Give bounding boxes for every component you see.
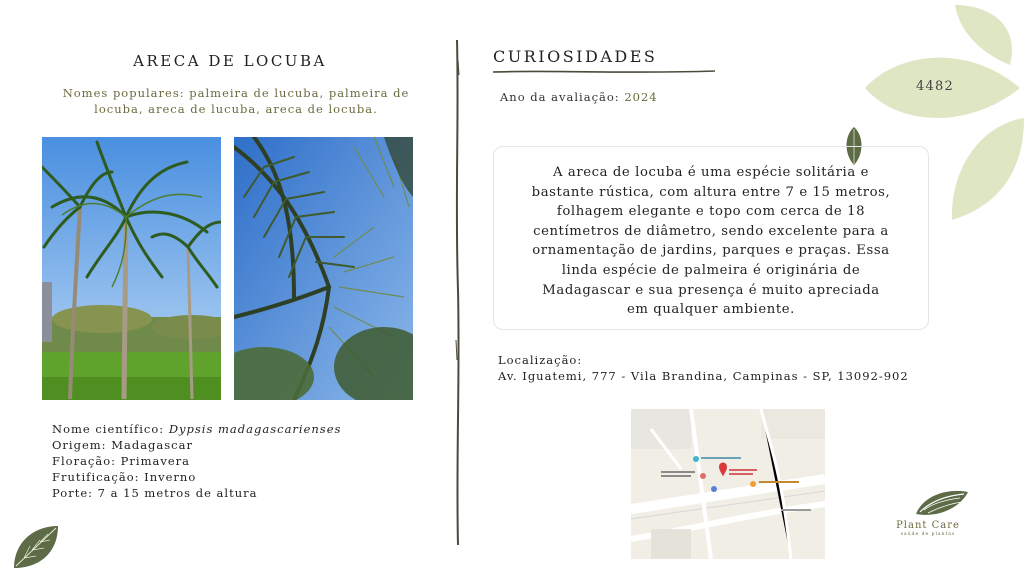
brand-tagline: saúde de plantas (900, 532, 956, 537)
flowering: Floração: Primavera (52, 454, 191, 468)
plant-facts (52, 421, 341, 501)
description-text: A areca de locuba é uma espécie solitária e bastante rústica, com altura entre 7 e 15 metros, folhagem elegante e topo com cerca de 18 centímetros de diâmetro, sendo excelente para a ornamentação de jardins, parques e praças. Essa linda espécie de palmeira é originária de Madagascar e sua presença é muito apreciada em qualquer ambiente. (531, 165, 891, 318)
size: Porte: 7 a 15 metros de altura (52, 486, 258, 500)
brand (888, 520, 968, 537)
leaf-icon (10, 522, 62, 572)
location-map[interactable] (631, 409, 825, 559)
heading-underline (493, 69, 715, 75)
plant-title: ARECA DE LOCUBA (133, 52, 327, 70)
column-divider (453, 40, 463, 545)
section-heading: CURIOSIDADES (493, 47, 658, 66)
location: Localização: Av. Iguatemi, 777 - Vila Brandina, Campinas - SP, 13092-902 (498, 353, 909, 383)
plant-care-logo-icon (910, 486, 970, 520)
popular-names: Nomes populares: palmeira de lucuba, palmeira de locuba, areca de lucuba, areca de locuba. (62, 86, 410, 116)
description-card (493, 146, 929, 330)
plant-id-badge: 4482 (916, 79, 954, 94)
palm-photo-full (42, 137, 221, 400)
fruiting: Frutificação: Inverno (52, 470, 197, 484)
origin: Origem: Madagascar (52, 438, 193, 452)
brand-name: Plant Care (896, 520, 960, 531)
scientific-name: Nome científico: Dypsis madagascarienses (52, 422, 342, 436)
evaluation-year: Ano da avaliação: 2024 (500, 90, 658, 104)
palm-photo-canopy (234, 137, 413, 400)
